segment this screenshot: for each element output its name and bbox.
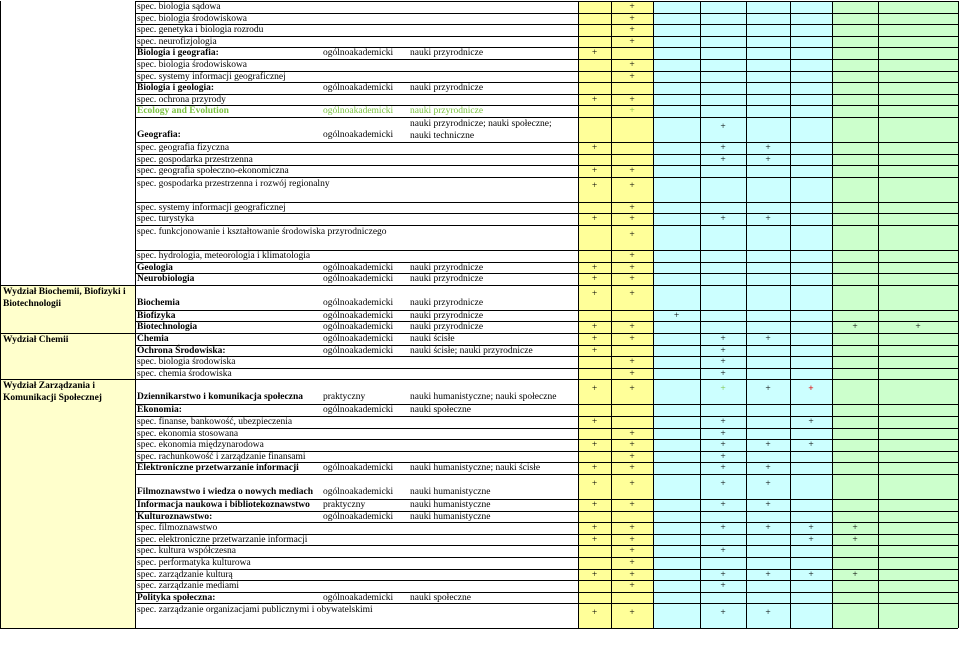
program-name: Biologia i geologia: xyxy=(137,83,215,94)
plus-mark: + xyxy=(629,289,635,300)
plus-mark: + xyxy=(720,451,726,462)
plus-mark: + xyxy=(591,289,598,300)
plus-mark: + xyxy=(765,143,771,153)
plus-mark: + xyxy=(629,2,635,12)
row-line xyxy=(135,94,958,95)
row-line xyxy=(135,557,958,558)
plus-mark: + xyxy=(591,440,598,451)
department-cell-bg xyxy=(0,379,135,628)
plus-mark: + xyxy=(629,478,635,489)
plus-mark: + xyxy=(629,534,635,545)
row-line xyxy=(135,13,958,14)
row-line xyxy=(135,273,958,274)
profile-type: ogólnoakademicki xyxy=(323,83,394,94)
scientific-field: nauki ścisłe xyxy=(410,334,455,344)
program-name: spec. funkcjonowanie i kształtowanie środowiska przyrodniczego xyxy=(137,227,387,237)
plus-mark: + xyxy=(765,569,771,580)
plus-mark: + xyxy=(591,48,598,59)
plus-mark: + xyxy=(591,534,598,545)
plus-mark: + xyxy=(591,334,598,344)
program-name: Ecology and Evolution xyxy=(137,106,229,117)
department-name: Wydział Biochemii, Biofizyki i Biotechnologii xyxy=(3,286,126,309)
plus-mark: + xyxy=(720,581,726,592)
plus-mark: + xyxy=(629,523,635,534)
plus-mark: + xyxy=(852,569,858,580)
scientific-field: nauki przyrodnicze xyxy=(410,322,484,333)
plus-mark: + xyxy=(629,581,635,592)
plus-mark: + xyxy=(629,106,635,117)
scientific-field: nauki przyrodnicze xyxy=(410,262,484,273)
plus-mark: + xyxy=(720,143,726,153)
program-name: spec. neurofizjologia xyxy=(137,36,217,47)
plus-mark: + xyxy=(720,383,726,394)
row-line xyxy=(135,368,958,369)
program-name: Chemia xyxy=(137,334,169,344)
program-name: spec. filmoznawstwo xyxy=(137,523,218,534)
program-name: spec. finanse, bankowość, ubezpieczenia xyxy=(137,417,293,427)
profile-type: ogólnoakademicki xyxy=(323,463,394,474)
plus-mark: + xyxy=(629,181,635,192)
row-line xyxy=(135,356,958,357)
plus-mark: + xyxy=(765,607,771,618)
plus-mark: + xyxy=(591,523,598,534)
row-line xyxy=(135,105,958,106)
plus-mark: + xyxy=(629,13,635,24)
program-name: spec. geografia fizyczna xyxy=(137,143,230,153)
plus-mark: + xyxy=(720,357,726,368)
column-line xyxy=(878,1,879,628)
row-line xyxy=(135,310,958,311)
program-name: spec. biologia środowiska xyxy=(137,357,236,368)
program-name: Biotechnologia xyxy=(137,322,198,333)
plus-mark: + xyxy=(765,334,771,344)
program-name: Geografia: xyxy=(137,130,181,140)
scientific-field: nauki humanistyczne; nauki ścisłe xyxy=(410,463,541,474)
plus-mark: + xyxy=(591,417,598,427)
plus-mark: + xyxy=(720,417,726,427)
profile-type: ogólnoakademicki xyxy=(323,297,394,308)
plus-mark: + xyxy=(852,534,858,545)
plus-mark: + xyxy=(808,569,814,580)
plus-mark: + xyxy=(591,607,598,618)
program-name: spec. geografia społeczno-ekonomiczna xyxy=(137,166,289,177)
plus-mark: + xyxy=(591,262,598,273)
program-name: Biofizyka xyxy=(137,310,176,321)
row-line xyxy=(135,345,958,346)
profile-type: ogólnoakademicki xyxy=(323,334,394,344)
profile-type: ogólnoakademicki xyxy=(323,310,394,321)
profile-type: praktyczny xyxy=(323,500,366,510)
plus-mark: + xyxy=(591,94,598,105)
plus-mark: + xyxy=(720,523,726,534)
plus-mark: + xyxy=(629,262,635,273)
plus-mark: + xyxy=(629,25,635,36)
profile-type: ogólnoakademicki xyxy=(323,345,394,356)
plus-mark: + xyxy=(720,428,726,439)
profile-type: praktyczny xyxy=(323,392,366,403)
plus-mark: + xyxy=(629,607,635,618)
profile-type: ogólnoakademicki xyxy=(323,106,394,117)
plus-mark: + xyxy=(629,463,635,474)
plus-mark: + xyxy=(765,523,771,534)
program-name: Filmoznawstwo i wiedza o nowych mediach xyxy=(137,487,314,497)
department-name: Wydział Chemii xyxy=(3,335,69,345)
department-name: Wydział Zarządzania i Komunikacji Społecznej xyxy=(3,381,102,404)
program-name: spec. gospodarka przestrzenna xyxy=(137,154,253,165)
profile-type: ogólnoakademicki xyxy=(323,274,394,285)
program-name: Dziennikarstwo i komunikacja społeczna xyxy=(137,392,303,403)
plus-mark: + xyxy=(591,274,598,285)
program-name: spec. turystyka xyxy=(137,214,194,225)
program-name: Biochemia xyxy=(137,297,180,308)
program-name: spec. chemia środowiska xyxy=(137,368,232,379)
column-line xyxy=(700,1,701,628)
row-line xyxy=(135,592,958,593)
plus-mark: + xyxy=(808,417,814,427)
plus-mark: + xyxy=(629,36,635,47)
plus-mark: + xyxy=(808,523,814,534)
program-name: Ekonomia: xyxy=(137,405,182,416)
program-name: spec. systemy informacji geograficznej xyxy=(137,71,286,82)
plus-mark: + xyxy=(673,310,680,321)
row-line xyxy=(135,47,958,48)
scientific-field: nauki humanistyczne xyxy=(410,487,491,497)
program-name: Elektroniczne przetwarzanie informacji xyxy=(137,463,299,474)
plus-mark: + xyxy=(765,463,771,474)
plus-mark: + xyxy=(808,534,814,545)
plus-mark: + xyxy=(629,251,635,261)
plus-mark: + xyxy=(629,440,635,451)
plus-mark: + xyxy=(720,607,726,618)
profile-type: ogólnoakademicki xyxy=(323,487,394,497)
plus-mark: + xyxy=(591,478,598,489)
plus-mark: + xyxy=(720,154,726,165)
scientific-field: nauki humanistyczne; nauki społeczne xyxy=(410,392,557,403)
program-name: spec. biologia środowiskowa xyxy=(137,13,248,24)
program-name: Informacja naukowa i bibliotekoznawstwo xyxy=(137,500,310,510)
scientific-field: nauki społeczne xyxy=(410,592,471,603)
plus-mark: + xyxy=(629,558,635,568)
plus-mark: + xyxy=(629,322,635,333)
program-name: spec. performatyka kulturowa xyxy=(137,558,251,568)
profile-type: ogólnoakademicki xyxy=(323,592,394,603)
column-line xyxy=(0,1,1,628)
plus-mark: + xyxy=(591,463,598,474)
program-name: Neurobiologia xyxy=(137,274,195,285)
scientific-field: nauki przyrodnicze xyxy=(410,83,484,94)
program-name: spec. zarządzanie mediami xyxy=(137,581,240,592)
scientific-field: nauki przyrodnicze xyxy=(410,274,484,285)
plus-mark: + xyxy=(591,345,598,356)
program-name: spec. rachunkowość i zarządzanie finansami xyxy=(137,451,306,462)
profile-type: ogólnoakademicki xyxy=(323,48,394,59)
program-name: spec. biologia sądowa xyxy=(137,2,221,12)
plus-mark: + xyxy=(591,143,598,153)
program-name: spec. genetyka i biologia rozrodu xyxy=(137,25,264,36)
scientific-field: nauki ścisłe; nauki przyrodnicze xyxy=(410,345,533,356)
program-name: Kulturoznawstwo: xyxy=(137,511,213,522)
plus-mark: + xyxy=(720,214,726,225)
plus-mark: + xyxy=(629,214,635,225)
plus-mark: + xyxy=(629,334,635,344)
program-name: spec. zarządzanie kulturą xyxy=(137,569,233,580)
plus-mark: + xyxy=(591,166,598,177)
program-name: Biologia i geografia: xyxy=(137,48,219,59)
plus-mark: + xyxy=(629,274,635,285)
plus-mark: + xyxy=(629,229,635,240)
program-name: Polityka społeczna: xyxy=(137,592,216,603)
plus-mark: + xyxy=(629,94,635,105)
profile-type: ogólnoakademicki xyxy=(323,405,394,416)
plus-mark: + xyxy=(720,500,726,510)
plus-mark: + xyxy=(629,71,635,82)
scientific-field: nauki przyrodnicze xyxy=(410,297,484,308)
plus-mark: + xyxy=(852,322,858,333)
plus-mark: + xyxy=(765,478,771,489)
plus-mark: + xyxy=(629,500,635,510)
program-name: spec. gospodarka przestrzenna i rozwój regionalny xyxy=(137,178,330,189)
row-line xyxy=(135,142,958,143)
scientific-field: nauki przyrodnicze xyxy=(410,106,484,117)
scientific-field: nauki społeczne xyxy=(410,405,471,416)
plus-mark: + xyxy=(852,523,858,534)
plus-mark: + xyxy=(720,368,726,379)
row-line xyxy=(0,628,958,629)
program-name: Geologia xyxy=(137,262,173,273)
plus-mark: + xyxy=(591,322,598,333)
program-name: spec. systemy informacji geograficznej xyxy=(137,202,286,213)
plus-mark: + xyxy=(808,383,814,394)
plus-mark: + xyxy=(720,463,726,474)
profile-type: ogólnoakademicki xyxy=(323,511,394,522)
scientific-field: nauki przyrodnicze; nauki społeczne; nauki techniczne xyxy=(410,119,552,141)
plus-mark: + xyxy=(591,569,598,580)
column-line xyxy=(958,1,959,628)
plus-mark: + xyxy=(629,569,635,580)
plus-mark: + xyxy=(720,569,726,580)
program-name: spec. ekonomia międzynarodowa xyxy=(137,440,264,451)
plus-mark: + xyxy=(720,345,726,356)
plus-mark: + xyxy=(915,322,921,333)
plus-mark: + xyxy=(765,500,771,510)
plus-mark: + xyxy=(591,214,598,225)
plus-mark: + xyxy=(591,383,598,394)
plus-mark: + xyxy=(765,383,771,394)
plus-mark: + xyxy=(591,181,598,192)
plus-mark: + xyxy=(629,546,635,557)
plus-mark: + xyxy=(629,60,635,70)
plus-mark: + xyxy=(629,166,635,177)
plus-mark: + xyxy=(629,202,635,213)
program-name: spec. ochrona przyrody xyxy=(137,94,226,105)
plus-mark: + xyxy=(629,383,635,394)
program-name: spec. ekonomia stosowana xyxy=(137,428,239,439)
plus-mark: + xyxy=(720,440,726,451)
program-name: spec. elektroniczne przetwarzanie informacji xyxy=(137,534,308,545)
plus-mark: + xyxy=(720,546,726,557)
plus-mark: + xyxy=(720,334,726,344)
row-line xyxy=(135,404,958,405)
scientific-field: nauki przyrodnicze xyxy=(410,48,484,59)
row-line xyxy=(135,59,958,60)
plus-mark: + xyxy=(720,478,726,489)
profile-type: ogólnoakademicki xyxy=(323,130,394,140)
plus-mark: + xyxy=(629,428,635,439)
plus-mark: + xyxy=(591,500,598,510)
plus-mark: + xyxy=(765,440,771,451)
program-name: spec. hydrologia, meteorologia i klimatologia xyxy=(137,251,311,261)
row-line xyxy=(135,1,958,2)
scientific-field: nauki humanistyczne xyxy=(410,500,491,510)
plus-mark: + xyxy=(765,154,771,165)
plus-mark: + xyxy=(720,121,726,132)
plus-mark: + xyxy=(629,368,635,379)
program-name: Ochrona Środowiska: xyxy=(137,345,226,356)
program-name: spec. zarządzanie organizacjami publicznymi i obywatelskimi xyxy=(137,605,373,616)
plus-mark: + xyxy=(765,214,771,225)
program-name: spec. biologia środowiskowa xyxy=(137,60,248,70)
plus-mark: + xyxy=(808,440,814,451)
profile-type: ogólnoakademicki xyxy=(323,322,394,333)
scientific-field: nauki przyrodnicze xyxy=(410,310,484,321)
program-name: spec. kultura współczesna xyxy=(137,546,236,557)
row-line xyxy=(135,154,958,155)
scientific-field: nauki humanistyczne xyxy=(410,511,491,522)
plus-mark: + xyxy=(629,357,635,368)
profile-type: ogólnoakademicki xyxy=(323,262,394,273)
column-line xyxy=(746,1,747,628)
column-line xyxy=(135,1,136,628)
plus-mark: + xyxy=(629,451,635,462)
